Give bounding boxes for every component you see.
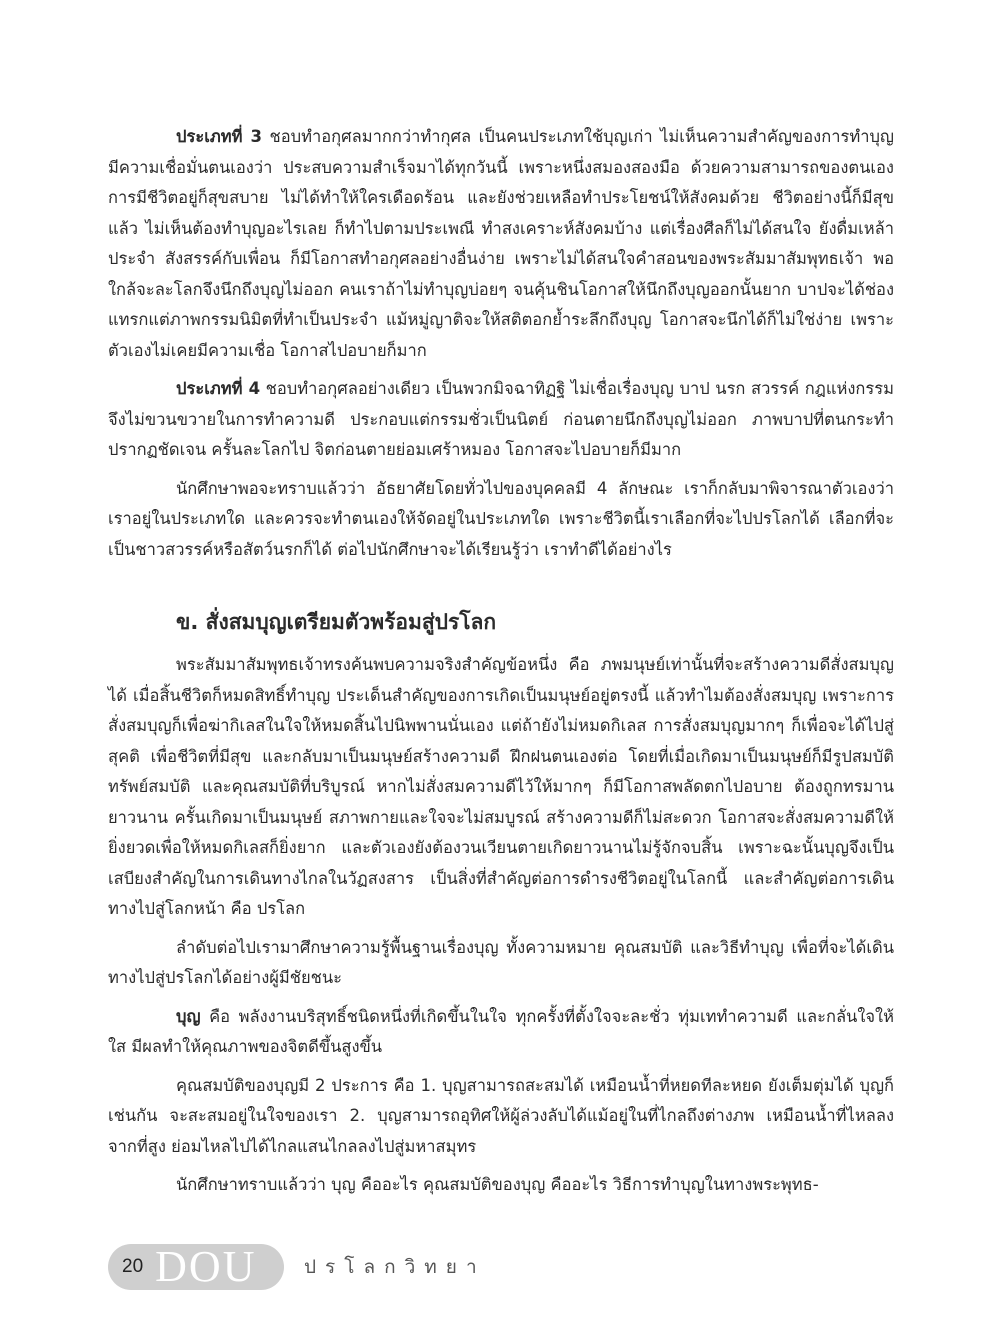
paragraph-merit-intro xyxy=(108,650,894,925)
section-types-body xyxy=(108,122,894,573)
paragraph-type-4 xyxy=(108,374,894,466)
paragraph-lead: ประเภทที่ 4 xyxy=(176,379,261,398)
paragraph-text: นักศึกษาพอจะทราบแล้วว่า อัธยาศัยโดยทั่วไปของบุคคลมี 4 ลักษณะ เราก็กลับมาพิจารณาตัวเองว่า เราอยู่ในประเภทใด และควรจะทำตนเองให้จัดอยู่ในประเภทใด เพราะชีวิตนี้เราเลือกที่จะไปปรโลกได้ เลือกที่จะเป็นชาวสวรรค์หรือสัตว์นรกก็ได้ ต่อไปนักศึกษาจะได้เรียนรู้ว่า เราทำดีได้อย่างไร xyxy=(108,478,894,559)
paragraph-merit-next xyxy=(108,933,894,994)
page-footer xyxy=(108,1242,486,1292)
paragraph-merit-definition xyxy=(108,1002,894,1063)
paragraph-text: คือ พลังงานบริสุทธิ์ชนิดหนึ่งที่เกิดขึ้นในใจ ทุกครั้งที่ตั้งใจจะละชั่ว ทุ่มเททำความดี และกลั่นใจให้ใส มีผลทำให้คุณภาพของจิตดีขึ้นสูงขึ้น xyxy=(108,1006,894,1056)
paragraph-merit-closing xyxy=(108,1170,894,1201)
paragraph-type-3 xyxy=(108,122,894,366)
paragraph-text: ชอบทำอกุศลอย่างเดียว เป็นพวกมิจฉาทิฏฐิ ไม่เชื่อเรื่องบุญ บาป นรก สวรรค์ กฎแห่งกรรม จึงไม่ขวนขวายในการทำความดี ประกอบแต่กรรมชั่วเป็นนิตย์ ก่อนตายนึกถึงบุญไม่ออก ภาพบาปที่ตนกระทำปรากฏชัดเจน ครั้นละโลกไป จิตก่อนตายย่อมเศร้าหมอง โอกาสจะไปอบายก็มีมาก xyxy=(108,379,894,459)
paragraph-text: คุณสมบัติของบุญมี 2 ประการ คือ 1. บุญสามารถสะสมได้ เหมือนน้ำที่หยดทีละหยด ยังเต็มตุ่มได้ บุญก็เช่นกัน จะสะสมอยู่ในใจของเรา 2. บุญสามารถอุทิศให้ผู้ล่วงลับได้แม้อยู่ในที่ไกลถึงต่างภพ เหมือนน้ำที่ไหลลงจากที่สูง ย่อมไหลไปได้ไกลแสนไกลลงไปสู่มหาสมุทร xyxy=(108,1075,894,1156)
section-heading: ข. สั่งสมบุญเตรียมตัวพร้อมสู่ปรโลก xyxy=(176,610,497,634)
paragraph-text: ลำดับต่อไปเรามาศึกษาความรู้พื้นฐานเรื่องบุญ ทั้งความหมาย คุณสมบัติ และวิธีทำบุญ เพื่อที่จะได้เดินทางไปสู่ปรโลกได้อย่างผู้มีชัยชนะ xyxy=(108,937,894,987)
paragraph-text: พระสัมมาสัมพุทธเจ้าทรงค้นพบความจริงสำคัญข้อหนึ่ง คือ ภพมนุษย์เท่านั้นที่จะสร้างความดีสั่งสมบุญได้ เมื่อสิ้นชีวิตก็หมดสิทธิ์ทำบุญ ประเด็นสำคัญของการเกิดเป็นมนุษย์อยู่ตรงนี้ แล้วทำไมต้องสั่งสมบุญ เพราะการสั่งสมบุญก็เพื่อฆ่ากิเลสในใจให้หมดสิ้นไปนิพพานนั่นเอง แต่ถ้ายังไม่หมดกิเลส การสั่งสมบุญมากๆ ก็เพื่อจะได้ไปสู่สุคติ เพื่อชีวิตที่มีสุข และกลับมาเป็นมนุษย์สร้างความดี ฝึกฝนตนเองต่อ โดยที่เมื่อเกิดมาเป็นมนุษย์ก็มีรูปสมบัติ ทรัพย์สมบัติ และคุณสมบัติที่บริบูรณ์ หากไม่สั่งสมความดีไว้ให้มากๆ ก็มีโอกาสพลัดตกไปอบาย ต้องถูกทรมานยาวนาน ครั้นเกิดมาเป็นมนุษย์ สภาพกายและใจจะไม่สมบูรณ์ สร้างความดีก็ไม่สะดวก โอกาสจะสั่งสมความดีให้ยิ่งยวดเพื่อให้หมดกิเลสก็ยิ่งยาก และตัวเองยังต้องวนเวียนตายเกิดยาวนานไม่รู้จักจบสิ้น เพราะฉะนั้นบุญจึงเป็นเสบียงสำคัญในการเดินทางไกลในวัฏสงสาร เป็นสิ่งที่สำคัญต่อการดำรงชีวิตอยู่ในโลกนี้ และสำคัญต่อการเดินทางไปสู่โลกหน้า คือ ปรโลก xyxy=(108,655,894,918)
paragraph-lead: บุญ xyxy=(176,1006,201,1026)
brand-logo: DOU xyxy=(155,1242,257,1291)
page-number: 20 xyxy=(122,1256,144,1277)
paragraph-text: ชอบทำอกุศลมากกว่าทำกุศล เป็นคนประเภทใช้บุญเก่า ไม่เห็นความสำคัญของการทำบุญ มีความเชื่อมั่นตนเองว่า ประสบความสำเร็จมาได้ทุกวันนี้ เพราะหนึ่งสมองสองมือ ด้วยความสามารถของตนเอง การมีชีวิตอยู่ก็สุขสบาย ไม่ได้ทำให้ใครเดือดร้อน และยังช่วยเหลือทำประโยชน์ให้สังคมด้วย ชีวิตอย่างนี้ก็มีสุขแล้ว ไม่เห็นต้องทำบุญอะไรเลย ก็ทำไปตามประเพณี ทำสงเคราะห์สังคมบ้าง แต่เรื่องศีลก็ไม่ได้สนใจ ยังดื่มเหล้าประจำ สังสรรค์กับเพื่อน ก็มีโอกาสทำอกุศลอย่างอื่นง่าย เพราะไม่ได้สนใจคำสอนของพระสัมมาสัมพุทธเจ้า พอใกล้จะละโลกจึงนึกถึงบุญไม่ออก คนเราถ้าไม่ทำบุญบ่อยๆ จนคุ้นชินโอกาสให้นึกถึงบุญออกนั้นยาก บาปจะได้ช่องแทรกแต่ภาพกรรมนิมิตที่ทำเป็นประจำ แม้หมู่ญาติจะให้สติตอกย้ำระลึกถึงบุญ โอกาสจะนึกได้ก็ไม่ใช่ง่าย เพราะตัวเองไม่เคยมีความเชื่อ โอกาสไปอบายก็มาก xyxy=(108,127,894,360)
paragraph-merit-properties xyxy=(108,1071,894,1163)
footer-badge xyxy=(108,1244,284,1290)
section-merit-body xyxy=(108,650,894,1209)
paragraph-summary xyxy=(108,474,894,566)
book-title: ปรโลกวิทยา xyxy=(304,1256,486,1278)
paragraph-text: นักศึกษาทราบแล้วว่า บุญ คืออะไร คุณสมบัติของบุญ คืออะไร วิธีการทำบุญในทางพระพุทธ- xyxy=(176,1175,819,1194)
paragraph-lead: ประเภทที่ 3 xyxy=(176,127,262,146)
